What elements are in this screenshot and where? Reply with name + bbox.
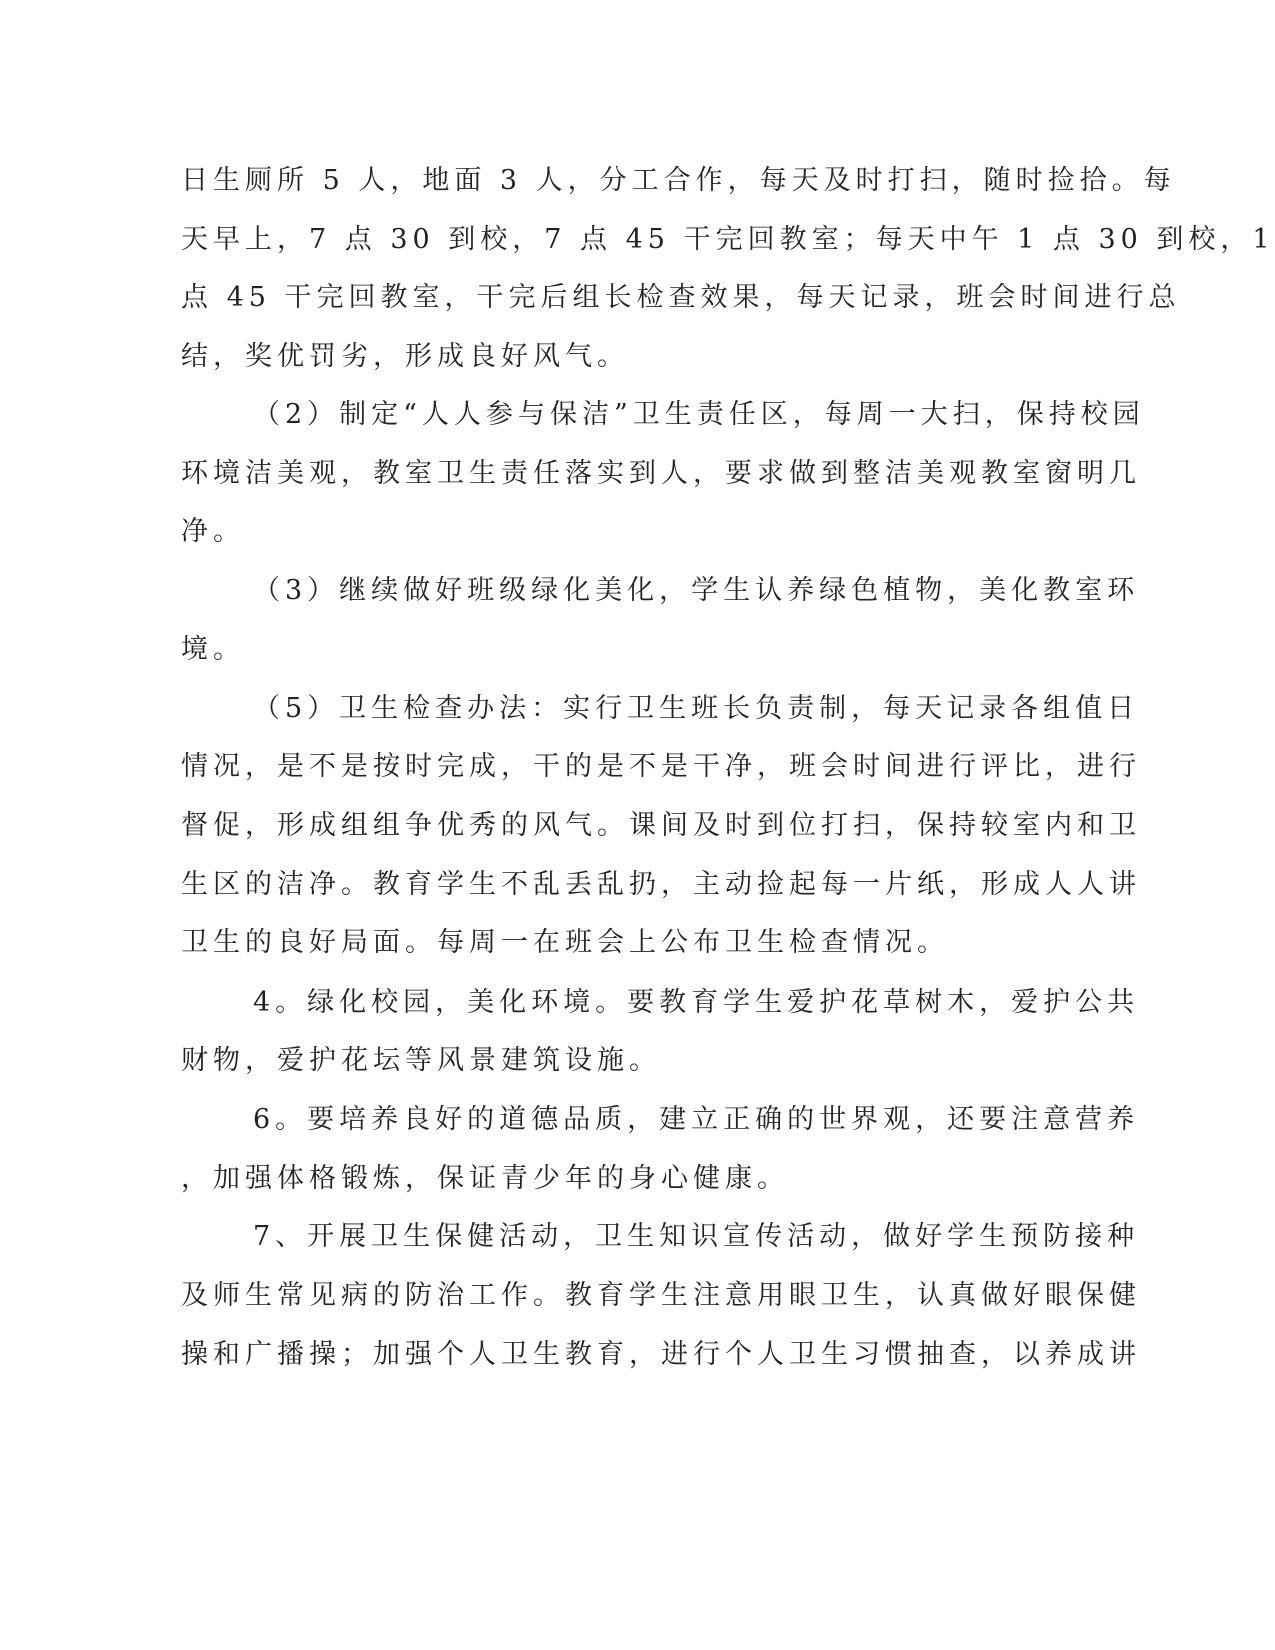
- text-line: 督促，形成组组争优秀的风气。课间及时到位打扫，保持较室内和卫: [181, 810, 1141, 841]
- text-line: ，加强体格锻炼，保证青少年的身心健康。: [181, 1163, 789, 1194]
- text-line: 天早上，7 点 30 到校，7 点 45 干完回教室；每天中午 1 点 30 到校，1: [181, 224, 1275, 255]
- paragraph-first-line: 7、开展卫生保健活动，卫生知识宣传活动，做好学生预防接种: [253, 1221, 1140, 1252]
- text-line: 环境洁美观，教室卫生责任落实到人，要求做到整洁美观教室窗明几: [181, 458, 1141, 489]
- paragraph-first-line: （5）卫生检查办法：实行卫生班长负责制，每天记录各组值日: [253, 693, 1140, 724]
- text-line: 日生厕所 5 人，地面 3 人，分工合作，每天及时打扫，随时捡拾。每: [181, 165, 1176, 196]
- text-line: 财物，爱护花坛等风景建筑设施。: [181, 1045, 661, 1076]
- text-line: 生区的洁净。教育学生不乱丢乱扔，主动捡起每一片纸，形成人人讲: [181, 869, 1141, 900]
- text-line: 操和广播操；加强个人卫生教育，进行个人卫生习惯抽查，以养成讲: [181, 1339, 1141, 1370]
- paragraph-first-line: 4。绿化校园，美化环境。要教育学生爱护花草树木，爱护公共: [253, 987, 1140, 1018]
- paragraph-first-line: （3）继续做好班级绿化美化，学生认养绿色植物，美化教室环: [253, 575, 1140, 606]
- text-line: 及师生常见病的防治工作。教育学生注意用眼卫生，认真做好眼保健: [181, 1280, 1141, 1311]
- text-line: 结，奖优罚劣，形成良好风气。: [181, 341, 629, 372]
- paragraph-first-line: 6。要培养良好的道德品质，建立正确的世界观，还要注意营养: [253, 1104, 1140, 1135]
- text-line: 境。: [181, 634, 245, 665]
- text-line: 净。: [181, 516, 245, 547]
- text-line: 卫生的良好局面。每周一在班会上公布卫生检查情况。: [181, 927, 949, 958]
- text-line: 情况，是不是按时完成，干的是不是干净，班会时间进行评比，进行: [181, 751, 1141, 782]
- text-line: 点 45 干完回教室，干完后组长检查效果，每天记录，班会时间进行总: [181, 282, 1181, 313]
- paragraph-first-line: （2）制定“人人参与保洁”卫生责任区，每周一大扫，保持校园: [253, 399, 1145, 430]
